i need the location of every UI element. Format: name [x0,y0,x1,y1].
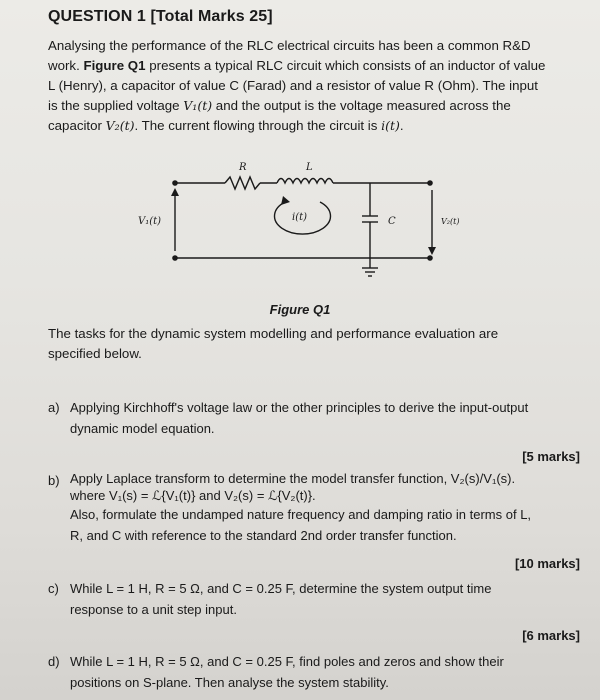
task-a-line-1: Applying Kirchhoff's voltage law or the other principles to derive the input-output [70,400,529,415]
task-c [48,578,580,620]
task-b-letter: b) [48,473,60,488]
intro-line-5 [48,116,588,136]
task-b-line-2: where V₁(s) = ℒ{V₁(t)} and V₂(s) = ℒ{V₂(t)}. [70,488,316,503]
rlc-circuit-diagram [138,158,460,298]
intro-text-2b: presents a typical RLC circuit which consists of an inductor of value [145,58,546,73]
task-b-marks: [10 marks] [514,556,580,571]
intro-text-4a: is the supplied voltage [48,98,184,113]
intro-text-5a: capacitor [48,118,106,133]
label-C: C [388,216,396,227]
label-R: R [239,162,247,173]
intro-line-3 [48,76,588,96]
intro-line-1 [48,36,588,56]
label-V1: V₁(t) [138,216,162,227]
intro-text-2a: work. [48,58,84,73]
inductor-symbol [277,179,333,184]
tasks-intro-text-1: The tasks for the dynamic system modelling and performance evaluation are [48,326,499,341]
node-bottom-right [427,255,433,261]
current-symbol: i(t) [381,118,400,133]
intro-line-4 [48,96,588,116]
task-d-line-2: positions on S-plane. Then analyse the system stability. [70,675,389,690]
intro-text-4b: and the output is the voltage measured across the [212,98,511,113]
task-c-line-2: response to a unit step input. [70,602,237,617]
tasks-intro-line-2 [48,344,588,364]
task-c-letter: c) [48,581,59,596]
intro-text-1: Analysing the performance of the RLC electrical circuits has been a common R&D [48,38,531,53]
label-i: i(t) [292,212,308,223]
input-voltage-symbol: V₁(t) [183,98,213,113]
node-top-left [172,180,178,186]
task-a-line-2: dynamic model equation. [70,421,215,436]
task-d-line-1: While L = 1 H, R = 5 Ω, and C = 0.25 F, find poles and zeros and show their [70,654,504,669]
figure-reference: Figure Q1 [83,58,146,73]
tasks-intro-line-1 [48,324,588,344]
label-L: L [306,162,313,173]
task-b-line-4: R, and C with reference to the standard 2nd order transfer function. [70,528,457,543]
task-a-letter: a) [48,400,60,415]
intro-text-5c: . [399,118,404,133]
label-V2: V₂(t) [441,217,460,226]
intro-text-5b: . The current flowing through the circuit is [134,118,382,133]
v2-arrow-head [428,247,436,255]
intro-line-2 [48,56,588,76]
task-c-marks: [6 marks] [522,628,580,643]
figure-caption: Figure Q1 [269,302,331,317]
task-d [48,651,580,693]
task-a-marks: [5 marks] [522,449,580,464]
task-b-line-3: Also, formulate the undamped nature frequency and damping ratio in terms of L, [70,507,532,522]
output-voltage-symbol: V₂(t) [105,118,135,133]
v1-arrow-head [171,188,179,196]
task-a [48,397,580,439]
current-arrow-head [281,196,290,205]
resistor-symbol [225,177,260,189]
task-c-line-1: While L = 1 H, R = 5 Ω, and C = 0.25 F, determine the system output time [70,581,492,596]
tasks-intro-text-2: specified below. [48,346,142,361]
question-title: QUESTION 1 [Total Marks 25] [48,8,273,25]
node-top-right [427,180,433,186]
task-b [48,470,580,546]
task-b-line-1: Apply Laplace transform to determine the model transfer function, V₂(s)/V₁(s). [70,471,516,486]
intro-text-3: L (Henry), a capacitor of value C (Farad) and a resistor of value R (Ohm). The input [48,78,538,93]
task-d-letter: d) [48,654,60,669]
node-bottom-left [172,255,178,261]
